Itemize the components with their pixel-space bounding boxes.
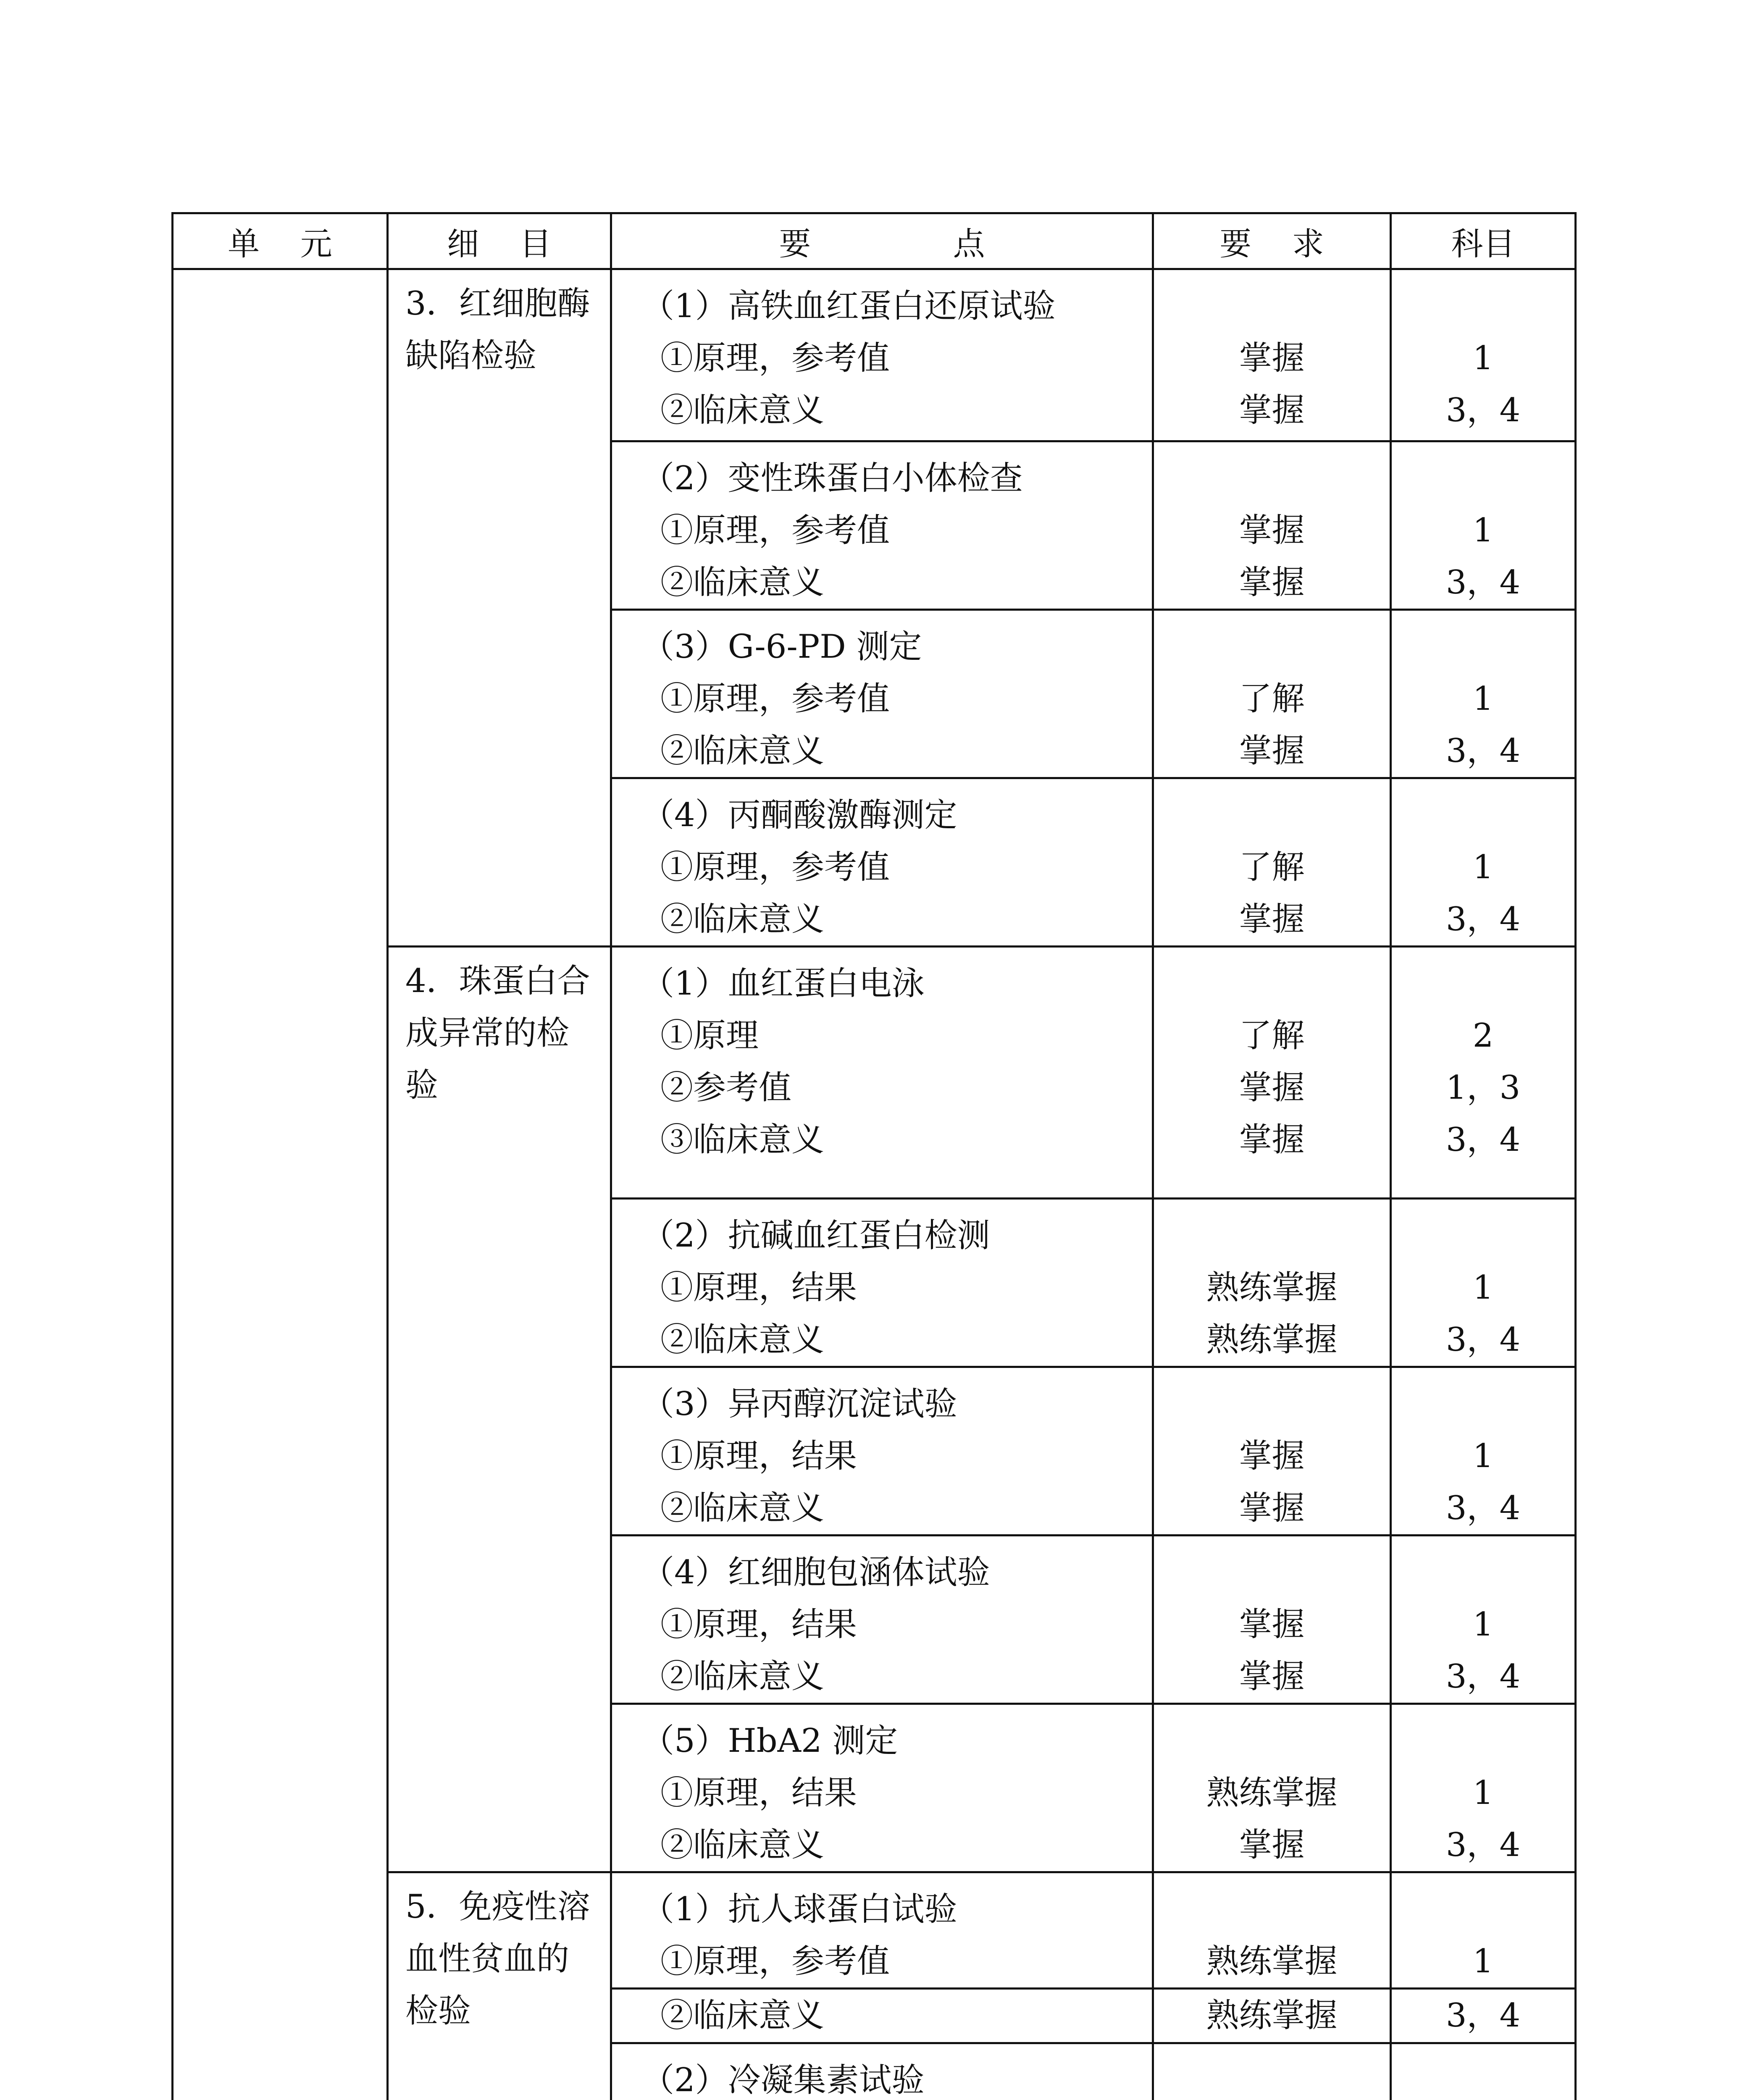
points-cell xyxy=(611,1367,1153,1536)
table-row xyxy=(173,269,1576,441)
subject-value: 3，4 xyxy=(1446,1658,1521,1696)
subject-value: 1 xyxy=(1472,1269,1494,1307)
subject-cell xyxy=(1391,1989,1576,2043)
point-title: （1）高铁血红蛋白还原试验 xyxy=(641,287,1056,325)
points-cell xyxy=(611,269,1153,441)
requirement-value: 熟练掌握 xyxy=(1206,1269,1338,1307)
subject-value: 3，4 xyxy=(1446,900,1521,938)
requirement-value: 了解 xyxy=(1239,1017,1305,1055)
requirement-cell xyxy=(1153,1872,1391,1989)
requirement-value: 熟练掌握 xyxy=(1206,1321,1338,1359)
point-item: ②参考值 xyxy=(660,1069,792,1107)
point-title: （2）冷凝集素试验 xyxy=(641,2061,925,2099)
requirement-value: 熟练掌握 xyxy=(1206,1942,1338,1980)
detail-cell xyxy=(388,947,611,1872)
detail-text: 5．免疫性溶血性贫血的检验 xyxy=(405,1888,590,2030)
point-title: （1）血红蛋白电泳 xyxy=(641,965,925,1003)
requirement-cell xyxy=(1153,1367,1391,1536)
point-item: ①原理，参考值 xyxy=(660,680,890,718)
subject-value: 1 xyxy=(1472,848,1494,886)
requirement-value: 熟练掌握 xyxy=(1206,1997,1338,2034)
syllabus-table xyxy=(171,212,1577,2100)
requirement-value: 掌握 xyxy=(1239,1121,1305,1159)
subject-value: 3，4 xyxy=(1446,732,1521,770)
requirement-value: 掌握 xyxy=(1239,1826,1305,1864)
detail-cell xyxy=(388,269,611,947)
points-cell xyxy=(611,1536,1153,1704)
requirement-cell xyxy=(1153,1989,1391,2043)
requirement-cell xyxy=(1153,778,1391,947)
point-title: （4）丙酮酸激酶测定 xyxy=(641,796,957,834)
point-item: ②临床意义 xyxy=(660,900,825,938)
subject-value: 1 xyxy=(1472,512,1494,549)
requirement-value: 掌握 xyxy=(1239,900,1305,938)
requirement-value: 熟练掌握 xyxy=(1206,1774,1338,1812)
point-item: ①原理，参考值 xyxy=(660,848,890,886)
requirement-value: 掌握 xyxy=(1239,1069,1305,1107)
subject-cell xyxy=(1391,441,1576,610)
subject-value: 3，4 xyxy=(1446,564,1521,601)
header-requirement: 要 求 xyxy=(1153,213,1391,269)
subject-value: 3，4 xyxy=(1446,391,1521,429)
point-item: ①原理，结果 xyxy=(660,1606,857,1643)
point-item: ②临床意义 xyxy=(660,732,825,770)
point-title: （3）G-6-PD 测定 xyxy=(641,628,922,666)
point-item: ①原理，结果 xyxy=(660,1437,857,1475)
points-cell xyxy=(611,610,1153,778)
points-cell xyxy=(611,2043,1153,2100)
requirement-value: 掌握 xyxy=(1239,732,1305,770)
point-title: （4）红细胞包涵体试验 xyxy=(641,1554,990,1591)
header-unit: 单 元 xyxy=(173,213,388,269)
subject-value: 3，4 xyxy=(1446,1121,1521,1159)
detail-cell xyxy=(388,1872,611,2100)
point-item: ②临床意义 xyxy=(660,564,825,601)
requirement-value: 掌握 xyxy=(1239,1489,1305,1527)
point-item: ①原理 xyxy=(660,1017,759,1055)
points-cell xyxy=(611,1989,1153,2043)
requirement-cell xyxy=(1153,1199,1391,1367)
point-item: ①原理，参考值 xyxy=(660,339,890,377)
point-item: ③临床意义 xyxy=(660,1121,825,1159)
subject-cell xyxy=(1391,610,1576,778)
requirement-cell xyxy=(1153,947,1391,1199)
subject-value: 3，4 xyxy=(1446,1489,1521,1527)
subject-value: 1 xyxy=(1472,1774,1494,1812)
requirement-cell xyxy=(1153,441,1391,610)
subject-value: 3，4 xyxy=(1446,1826,1521,1864)
subject-cell xyxy=(1391,269,1576,441)
point-item: ①原理，参考值 xyxy=(660,512,890,549)
subject-cell xyxy=(1391,2043,1576,2100)
point-item: ②临床意义 xyxy=(660,391,825,429)
subject-value: 1 xyxy=(1472,1942,1494,1980)
point-title: （1）抗人球蛋白试验 xyxy=(641,1890,957,1928)
detail-text: 3．红细胞酶缺陷检验 xyxy=(405,285,590,375)
subject-cell xyxy=(1391,778,1576,947)
requirement-value: 掌握 xyxy=(1239,1606,1305,1643)
point-item: ②临床意义 xyxy=(660,1826,825,1864)
points-cell xyxy=(611,1704,1153,1872)
requirement-cell xyxy=(1153,1536,1391,1704)
subject-cell xyxy=(1391,1367,1576,1536)
points-cell xyxy=(611,441,1153,610)
subject-value: 3，4 xyxy=(1446,1997,1521,2034)
subject-value: 1 xyxy=(1472,1437,1494,1475)
subject-value: 1 xyxy=(1472,680,1494,718)
subject-cell xyxy=(1391,947,1576,1199)
requirement-value: 了解 xyxy=(1239,848,1305,886)
requirement-value: 掌握 xyxy=(1239,339,1305,377)
requirement-value: 掌握 xyxy=(1239,1658,1305,1696)
point-item: ②临床意义 xyxy=(660,1658,825,1696)
requirement-value: 掌握 xyxy=(1239,1437,1305,1475)
point-title: （2）抗碱血红蛋白检测 xyxy=(641,1217,990,1255)
subject-value: 2 xyxy=(1472,1017,1494,1055)
header-subject: 科目 xyxy=(1391,213,1576,269)
requirement-value: 了解 xyxy=(1239,680,1305,718)
point-title: （3）异丙醇沉淀试验 xyxy=(641,1385,957,1423)
subject-value: 1 xyxy=(1472,1606,1494,1643)
requirement-cell xyxy=(1153,269,1391,441)
point-item: ②临床意义 xyxy=(660,1997,825,2034)
points-cell xyxy=(611,947,1153,1199)
points-cell xyxy=(611,778,1153,947)
table-body xyxy=(173,269,1576,2100)
subject-cell xyxy=(1391,1704,1576,1872)
points-cell xyxy=(611,1872,1153,1989)
point-item: ②临床意义 xyxy=(660,1489,825,1527)
point-item: ②临床意义 xyxy=(660,1321,825,1359)
header-row xyxy=(173,213,1576,269)
requirement-value: 掌握 xyxy=(1239,512,1305,549)
points-cell xyxy=(611,1199,1153,1367)
subject-value: 1 xyxy=(1472,339,1494,377)
requirement-value: 掌握 xyxy=(1239,564,1305,601)
detail-text: 4．珠蛋白合成异常的检验 xyxy=(405,962,590,1104)
point-title: （2）变性珠蛋白小体检查 xyxy=(641,459,1023,497)
point-item: ①原理，参考值 xyxy=(660,1942,890,1980)
requirement-cell xyxy=(1153,2043,1391,2100)
requirement-cell xyxy=(1153,610,1391,778)
header-points: 要 点 xyxy=(611,213,1153,269)
requirement-value: 掌握 xyxy=(1239,391,1305,429)
subject-value: 1，3 xyxy=(1446,1069,1521,1107)
requirement-cell xyxy=(1153,1704,1391,1872)
point-title: （5）HbA2 测定 xyxy=(641,1722,898,1760)
subject-value: 3，4 xyxy=(1446,1321,1521,1359)
point-item: ①原理，结果 xyxy=(660,1774,857,1812)
point-item: ①原理，结果 xyxy=(660,1269,857,1307)
unit-cell xyxy=(173,269,388,2100)
subject-cell xyxy=(1391,1872,1576,1989)
header-detail: 细 目 xyxy=(388,213,611,269)
subject-cell xyxy=(1391,1199,1576,1367)
subject-cell xyxy=(1391,1536,1576,1704)
